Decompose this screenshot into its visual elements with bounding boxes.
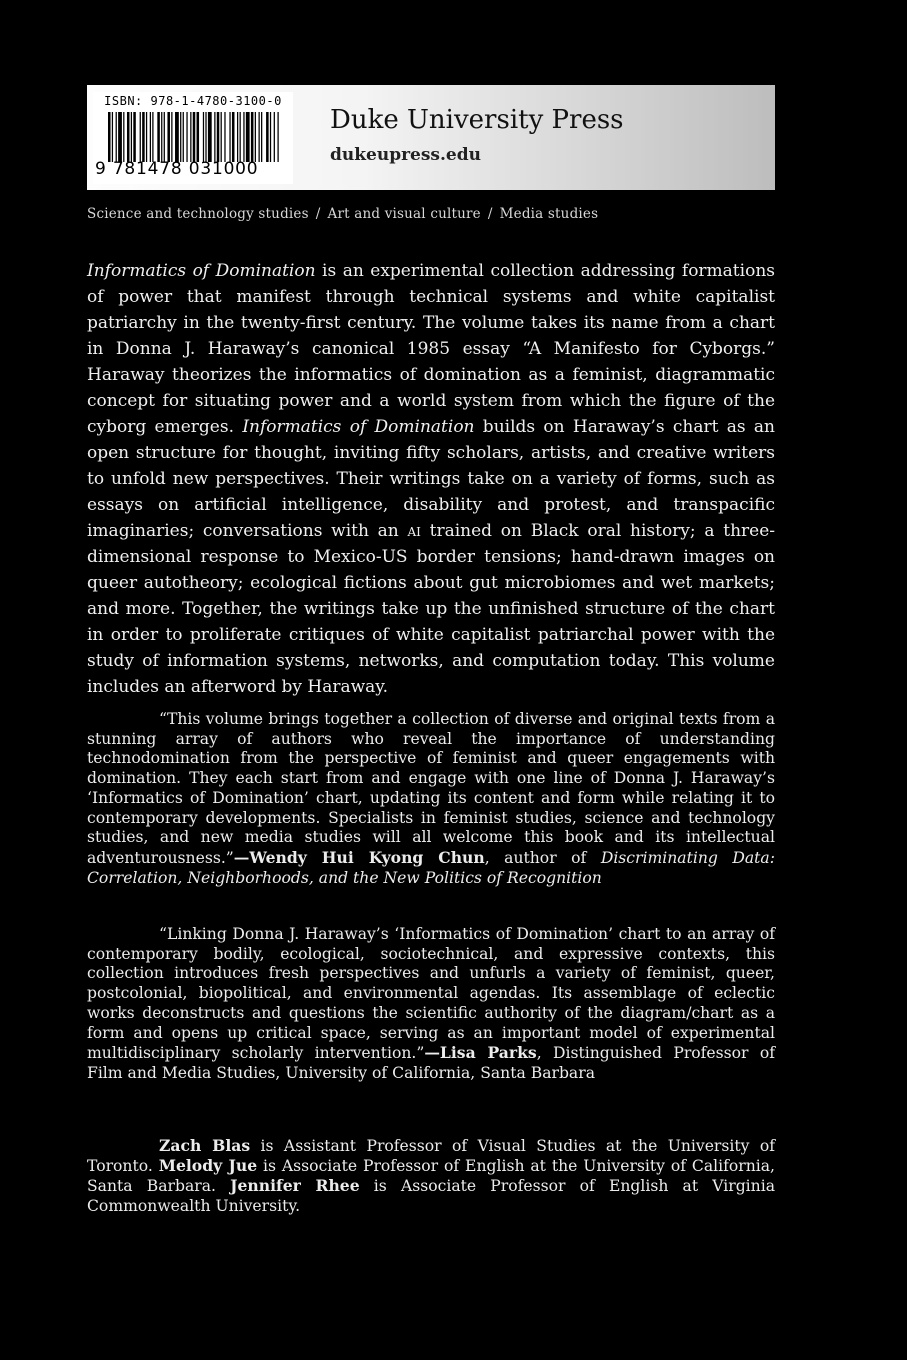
barcode-bar <box>108 112 111 162</box>
endorsement-quote <box>87 710 775 888</box>
barcode-bar <box>186 112 187 162</box>
barcode-bar <box>146 112 147 162</box>
editor-bio: is Assistant Professor of Visual Studies at the University of Toronto. <box>87 1137 775 1175</box>
publisher-url[interactable]: dukeupress.edu <box>330 145 481 165</box>
barcode-bar <box>164 112 165 162</box>
barcode-bar <box>246 112 250 162</box>
subject-item: Science and technology studies <box>87 206 309 222</box>
quote-author: —Wendy Hui Kyong Chun <box>233 847 485 867</box>
ai-abbreviation: ai <box>407 521 421 541</box>
subject-separator: / <box>487 206 493 222</box>
book-description <box>87 258 775 700</box>
barcode-bar <box>123 112 124 162</box>
barcode-digits: 9 781478 031000 <box>95 159 259 179</box>
barcode-bar <box>251 112 254 162</box>
barcode-bar <box>270 112 271 162</box>
publisher-name: Duke University Press <box>330 105 624 135</box>
editor-name: Jennifer Rhee <box>230 1176 360 1195</box>
barcode-bar <box>221 112 222 162</box>
quote-author: —Lisa Parks <box>424 1043 537 1063</box>
barcode-bar <box>167 112 170 162</box>
barcode-bar <box>203 112 204 162</box>
endorsement-quote <box>87 925 775 1084</box>
barcode-bar <box>112 112 113 162</box>
barcode-bar <box>274 112 275 162</box>
barcode-bar <box>190 112 191 162</box>
barcode-bar <box>175 112 179 162</box>
barcode-bar <box>229 112 230 162</box>
barcode-bar <box>116 112 117 162</box>
barcode-bar <box>152 112 153 162</box>
barcode-bar <box>240 112 241 162</box>
barcode-bar <box>214 112 215 162</box>
barcode-bar <box>193 112 196 162</box>
book-title: Informatics of Domination <box>242 417 475 437</box>
editor-bios <box>87 1136 775 1216</box>
barcode-bar <box>277 112 278 162</box>
editor-name: Zach Blas <box>159 1136 251 1155</box>
isbn-barcode <box>93 92 293 184</box>
barcode-bar <box>127 112 130 162</box>
barcode-bar <box>140 112 141 162</box>
editor-bio: is Associate Professor of English at Virginia Commonwealth University. <box>87 1177 775 1215</box>
quote-affiliation: , Distinguished Professor of Film and Media Studies, University of California, Santa Barbara <box>87 1044 775 1082</box>
book-title: Informatics of Domination <box>87 261 316 281</box>
quote-text: “Linking Donna J. Haraway’s ‘Informatics of Domination’ chart to an array of contemporary bodily, ecological, sociotechnical, and expressive contexts, this collection introduces fresh perspectives and unfurls a variety of feminist, queer, postcolonial, biopolitical, and environmental agendas. Its assemblage of eclectic works deconstructs and questions the scientific authority of the diagram/chart as a form and opens up critical space, serving as an important model of experimental multidisciplinary scholarly intervention.” <box>87 925 775 1063</box>
barcode-bar <box>259 112 260 162</box>
editor-bio: is Associate Professor of English at the University of California, Santa Barbara. <box>87 1157 775 1195</box>
barcode-bar <box>266 112 269 162</box>
barcode-bar <box>118 112 122 162</box>
barcode-graphic <box>108 112 280 162</box>
quote-text: “This volume brings together a collection of diverse and original texts from a stunning array of authors who reveal the importance of understanding technodomination from the perspective of feminist and queer engagements with domination. They each start from and engage with one line of Donna J. Haraway’s ‘Informatics of Domination’ chart, updating its content and form while relating it to contemporary developments. Specialists in feminist studies, science and technology studies, and new media studies will all welcome this book and its intellectual adventurousness.” <box>87 710 775 867</box>
barcode-bar <box>161 112 162 162</box>
barcode-bar <box>217 112 220 162</box>
description-text: builds on Haraway’s chart as an open structure for thought, inviting fifty scholars, artists, and creative writers to unfold new perspectives. Their writings take on a variety of forms, such as essays on artificial intelligence, disability and protest, and transpacific imaginaries; conversations with an <box>87 417 775 541</box>
description-text: trained on Black oral history; a three-dimensional response to Mexico-US border tensions; hand-drawn images on queer autotheory; ecological fictions about gut microbiomes and wet markets; and more. Together, the writings take up the unfinished structure of the chart in order to proliferate critiques of white capitalist patriarchal power with the study of information systems, networks, and computation today. This volume includes an afterword by Haraway. <box>87 521 776 697</box>
barcode-bar <box>224 112 225 162</box>
barcode-bar <box>157 112 160 162</box>
barcode-bar <box>208 112 212 162</box>
subject-separator: / <box>315 206 321 222</box>
barcode-bar <box>133 112 136 162</box>
barcode-bar <box>205 112 206 162</box>
quote-affiliation: , author of <box>484 848 601 867</box>
barcode-bar <box>180 112 181 162</box>
barcode-bar <box>171 112 172 162</box>
subject-categories <box>87 206 807 222</box>
quote-book-title: Discriminating Data: Correlation, Neighborhoods, and the New Politics of Recognition <box>87 848 775 887</box>
barcode-bar <box>150 112 151 162</box>
subject-item: Media studies <box>499 206 599 222</box>
editor-name: Melody Jue <box>158 1156 258 1175</box>
barcode-bar <box>261 112 262 162</box>
barcode-bar <box>197 112 200 162</box>
barcode-bar <box>237 112 238 162</box>
barcode-bar <box>142 112 145 162</box>
barcode-bar <box>232 112 235 162</box>
description-text: is an experimental collection addressing formations of power that manifest through technical systems and white capitalist patriarchy in the twenty-first century. The volume takes its name from a chart in Donna J. Haraway’s canonical 1985 essay “A Manifesto for Cyborgs.” Haraway theorizes the informatics of domination as a feminist, diagrammatic concept for situating power and a world system from which the figure of the cyborg emerges. <box>87 261 775 437</box>
subject-item: Art and visual culture <box>327 206 481 222</box>
isbn-label: ISBN: 978-1-4780-3100-0 <box>104 94 282 108</box>
barcode-bar <box>183 112 184 162</box>
barcode-bar <box>255 112 256 162</box>
barcode-bar <box>131 112 132 162</box>
header-band <box>87 85 775 190</box>
barcode-bar <box>243 112 244 162</box>
